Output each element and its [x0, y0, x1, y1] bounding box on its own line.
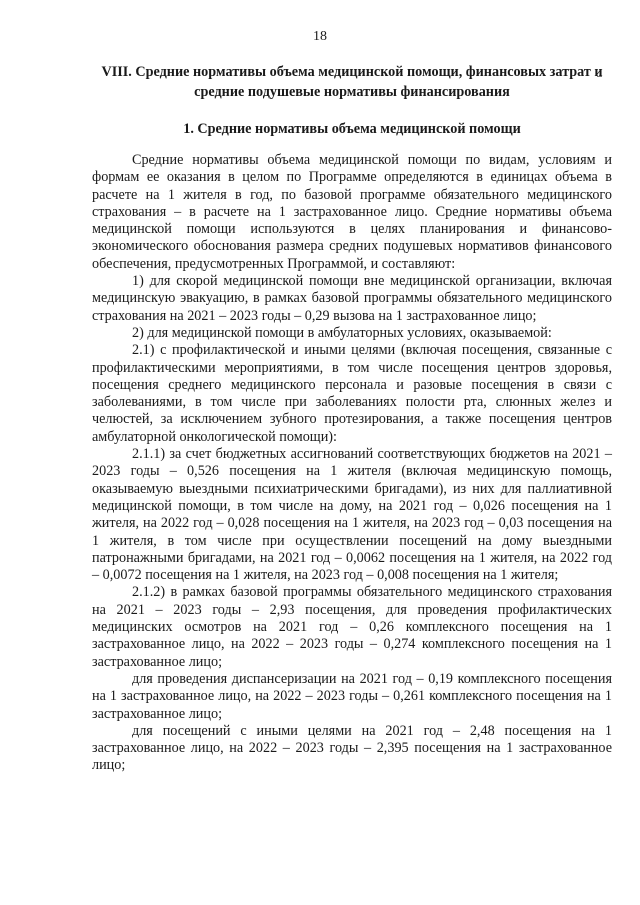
- paragraph-intro: Средние нормативы объема медицинской помощи по видам, условиям и формам ее оказания в целом по Программе определяются в единицах объема в расчете на 1 жителя в год, по базовой программе обязательного медицинского страхования – в расчете на 1 застрахованное лицо. Средние нормативы объема медицинской помощи используются в целях планирования и финансово-экономического обоснования размера средних подушевых нормативов финансового обеспечения, предусмотренных Программой, и составляют:: [92, 152, 612, 272]
- paragraph-dispanserization: для проведения диспансеризации на 2021 год – 0,19 комплексного посещения на 1 застрахованное лицо, на 2022 – 2023 годы – 0,261 комплексного посещения на 1 застрахованное лицо;: [92, 670, 612, 722]
- paragraph-item-2-1: 2.1) с профилактической и иными целями (включая посещения, связанные с профилактическими мероприятиями, в том числе посещения центров здоровья, посещения среднего медицинского персонала и разовые посещения в связи с заболеваниями, в том числе при заболеваниях полости рта, слюнных желез и челюстей, за исключением зубного протезирования, а также посещения центров амбулаторной онкологической помощи):: [92, 342, 612, 445]
- section-heading: VIII. Средние нормативы объема медицинской помощи, финансовых затрат и средние подушевые нормативы финансирования: [101, 64, 603, 100]
- paragraph-item-2-1-1: 2.1.1) за счет бюджетных ассигнований соответствующих бюджетов на 2021 – 2023 годы – 0,526 посещения на 1 жителя (включая медицинскую помощь, оказываемую выездными психиатрическими бригадами), из них для паллиативной медицинской помощи, в том числе на дому, на 2021 год – 0,026 посещения на 1 жителя, на 2022 год – 0,028 посещения на 1 жителя, на 2023 год – 0,03 посещения на 1 жителя, в том числе при осуществлении посещений на дому выездными патронажными бригадами, на 2021 год – 0,0062 посещения на 1 жителя, на 2022 год – 0,0072 посещения на 1 жителя, на 2023 год – 0,008 посещения на 1 жителя;: [92, 446, 612, 584]
- document-body: [92, 152, 612, 775]
- page-number: 18: [313, 29, 327, 44]
- paragraph-item-2-1-2: 2.1.2) в рамках базовой программы обязательного медицинского страхования на 2021 – 2023 годы – 2,93 посещения, для проведения профилактических медицинских осмотров на 2021 год – 0,26 комплексного посещения на 1 застрахованное лицо, на 2022 – 2023 годы – 0,274 комплексного посещения на 1 застрахованное лицо;: [92, 584, 612, 670]
- paragraph-item-1: 1) для скорой медицинской помощи вне медицинской организации, включая медицинскую эвакуацию, в рамках базовой программы обязательного медицинского страхования на 2021 – 2023 годы – 0,29 вызова на 1 застрахованное лицо;: [92, 273, 612, 324]
- paragraph-item-2: 2) для медицинской помощи в амбулаторных условиях, оказываемой:: [132, 324, 552, 341]
- paragraph-other-visits: для посещений с иными целями на 2021 год – 2,48 посещения на 1 застрахованное лицо, на 2022 – 2023 годы – 2,395 посещения на 1 застрахованное лицо;: [92, 722, 612, 774]
- sub-heading: 1. Средние нормативы объема медицинской помощи: [183, 121, 521, 137]
